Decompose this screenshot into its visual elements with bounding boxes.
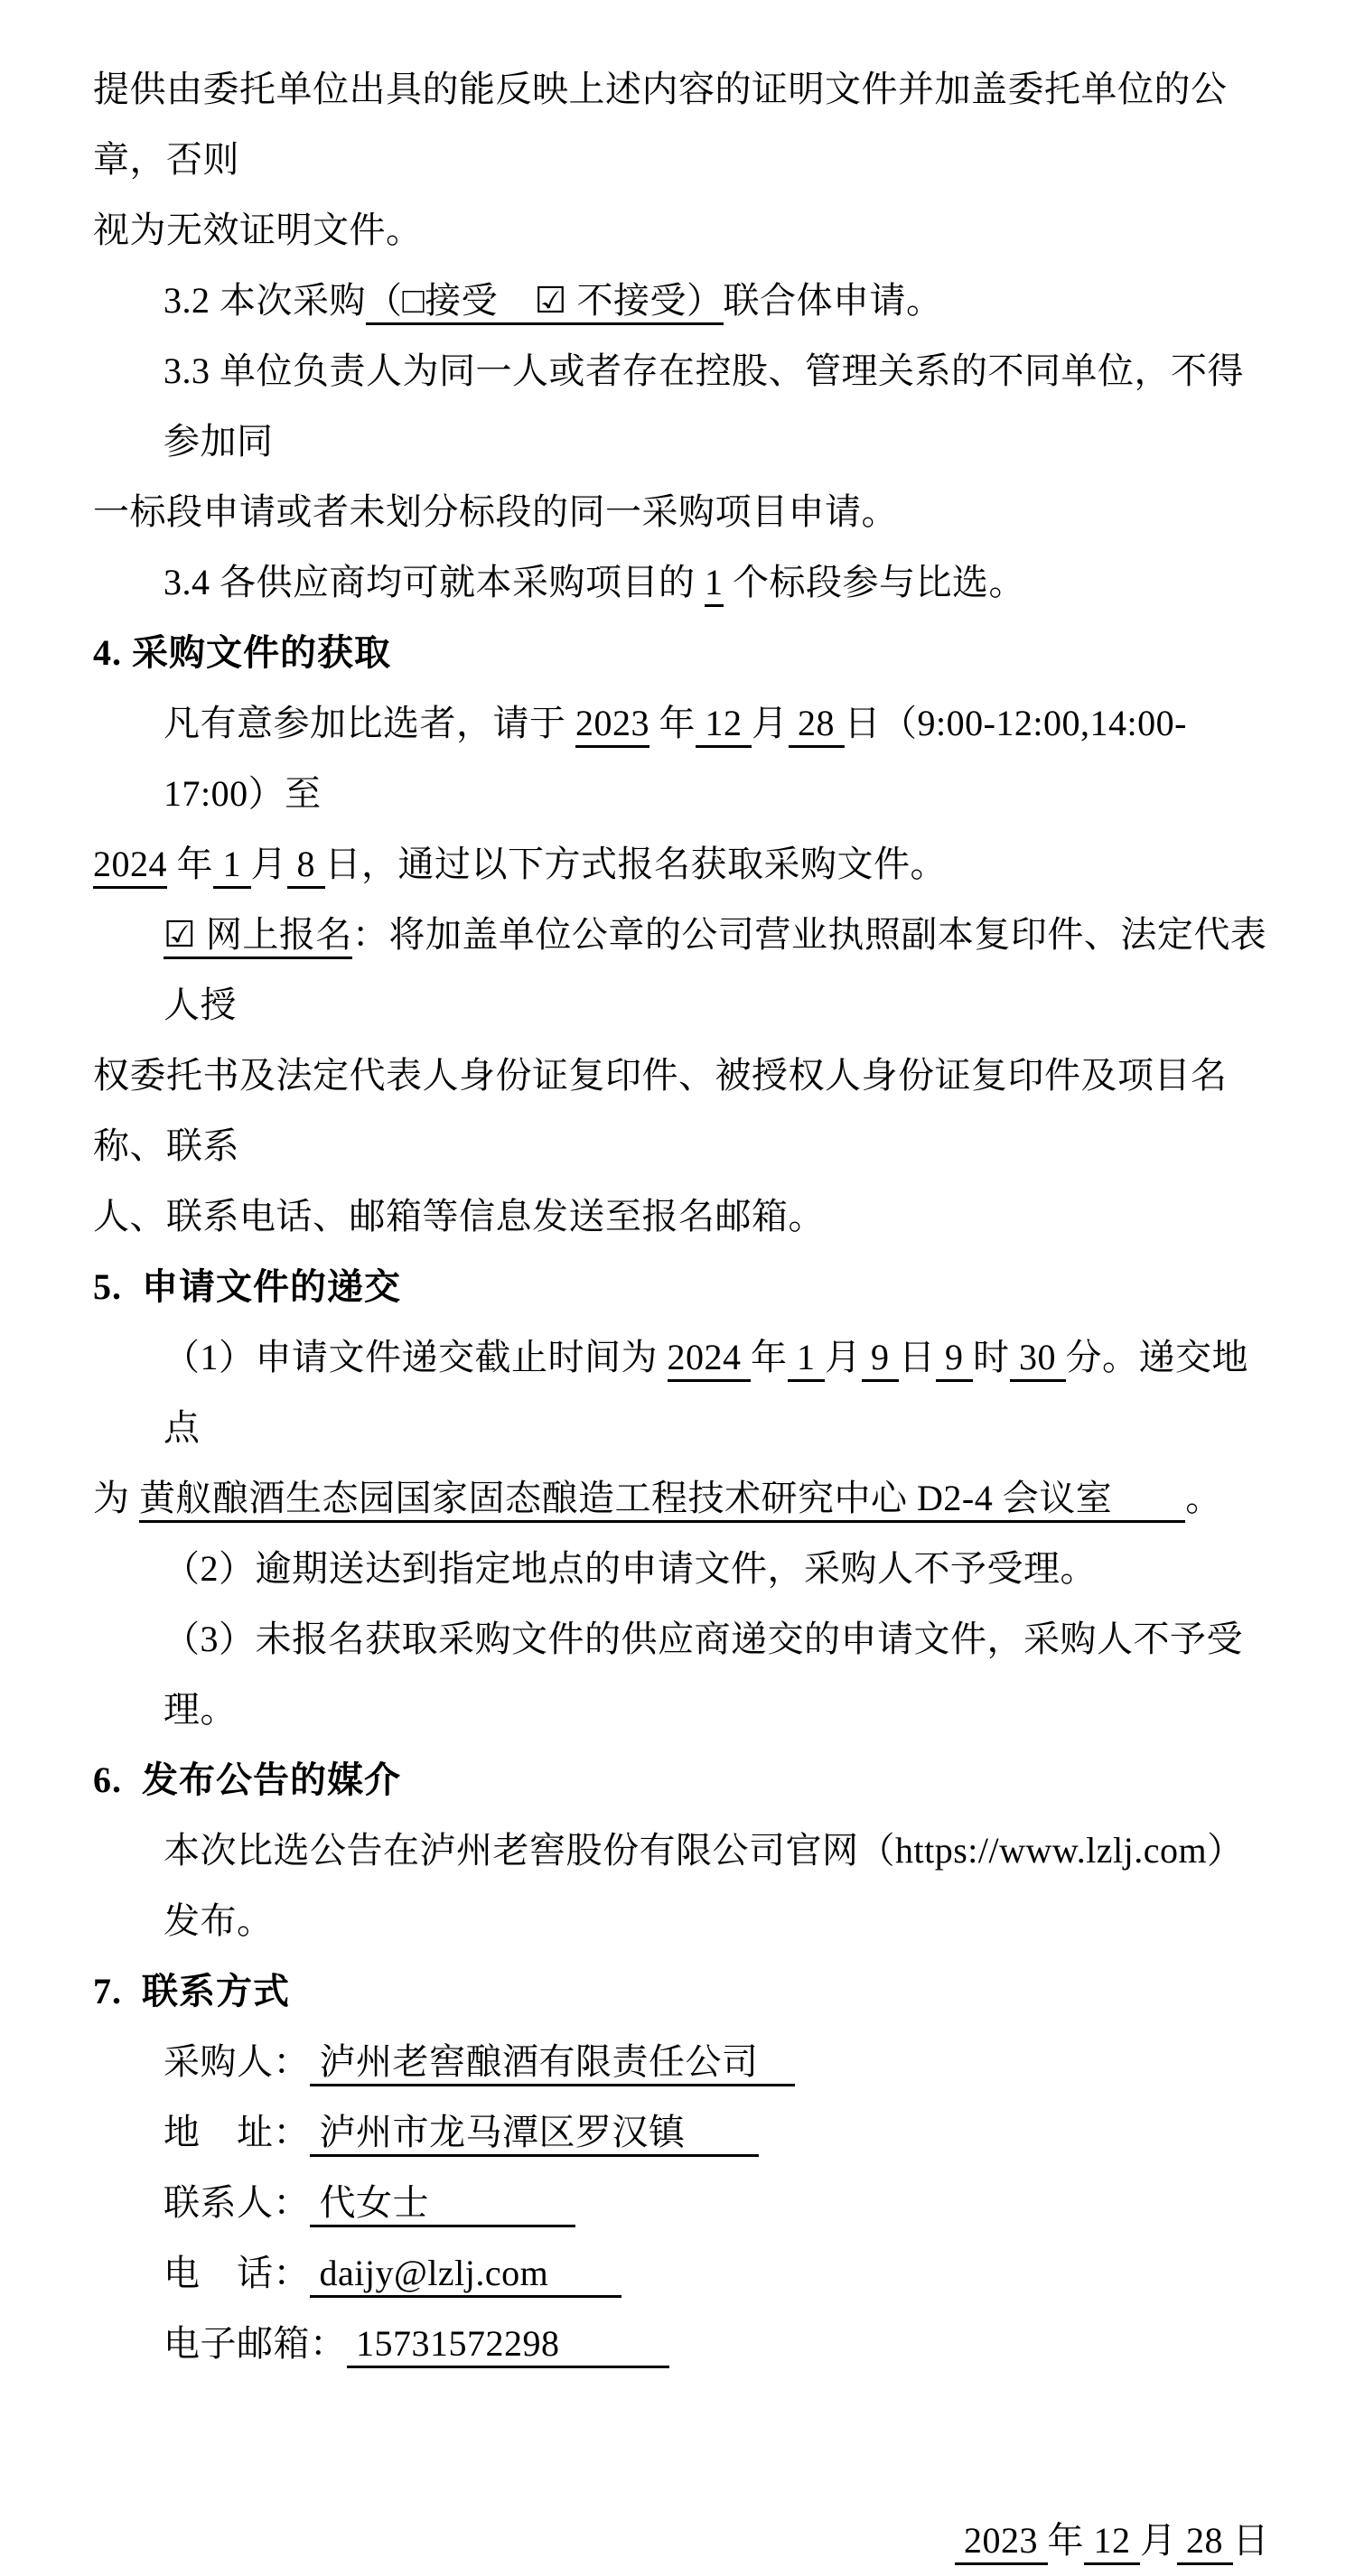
para-5-1-line1 [93, 1322, 1269, 1463]
underlined-blank-text: 9 [862, 1337, 900, 1382]
underlined-blank-text: 1 [213, 844, 251, 889]
para-seal-requirement-line2 [93, 195, 1269, 266]
contact-address-line [93, 2097, 1269, 2168]
underlined-blank-text: 2024 [93, 844, 167, 889]
text-run: 年 [1047, 2520, 1084, 2561]
text-run: 电 话： [164, 2253, 310, 2293]
underlined-blank-text: 12 [696, 703, 752, 748]
text-run: 月 [1140, 2520, 1177, 2561]
underlined-blank-text: 接受 [425, 280, 535, 325]
underlined-blank-text: 1 [788, 1337, 826, 1382]
para-4-1-line1 [93, 688, 1269, 829]
contact-purchaser-line [93, 2027, 1269, 2097]
text-run: 月 [250, 844, 287, 884]
underlined-blank-text: 2023 [575, 703, 649, 748]
text-run: 3.3 单位负责人为同一人或者存在控股、管理关系的不同单位，不得参加同 [164, 350, 1244, 462]
heading-4-obtain-documents [93, 618, 1269, 688]
text-run: 年 [751, 1337, 788, 1377]
contact-person-line [93, 2168, 1269, 2238]
para-3-4-bid-sections [93, 547, 1269, 618]
underlined-blank-text: 不接受） [567, 280, 724, 325]
para-5-2-overdue [93, 1534, 1269, 1604]
underlined-blank-text: 30 [1010, 1337, 1066, 1382]
text-run: 日 [899, 1337, 936, 1377]
text-run: 时 [973, 1337, 1010, 1377]
underlined-blank-text: 泸州老窖酿酒有限责任公司 [310, 2041, 795, 2086]
underlined-blank-text: 8 [287, 844, 325, 889]
text-run: （3）未报名获取采购文件的供应商递交的申请文件，采购人不予受理。 [164, 1619, 1243, 1730]
underlined-blank-text: 9 [936, 1337, 974, 1382]
para-online-registration-line1 [93, 900, 1269, 1041]
text-run: 联合体申请。 [723, 280, 943, 321]
para-online-registration-line2 [93, 1041, 1269, 1181]
underlined-blank-text: （ [366, 280, 403, 325]
para-4-1-line2 [93, 829, 1269, 900]
underlined-blank-text: 1 [705, 562, 724, 607]
checkbox-unchecked-icon: □ [403, 280, 425, 325]
underlined-blank-text: 12 [1084, 2520, 1140, 2565]
text-run: 年 [167, 844, 213, 884]
text-run: 月 [825, 1337, 862, 1377]
text-run: 权委托书及法定代表人身份证复印件、被授权人身份证复印件及项目名称、联系 [93, 1055, 1228, 1166]
underlined-blank-text: 网上报名 [196, 914, 352, 959]
text-run: 6. 发布公告的媒介 [93, 1759, 401, 1800]
contact-email-line [93, 2309, 1269, 2379]
text-run: 个标段参与比选。 [723, 562, 1025, 602]
text-run: 地 址： [164, 2112, 310, 2152]
text-run: ：将加盖单位公章的公司营业执照副本复印件、法定代表人授 [164, 914, 1267, 1025]
text-run: 为 [93, 1478, 139, 1518]
text-run: 7. 联系方式 [93, 1971, 290, 2011]
text-run: 年 [649, 703, 696, 743]
para-3-3-line1 [93, 336, 1269, 477]
para-5-1-line2 [93, 1463, 1269, 1534]
text-run: 视为无效证明文件。 [93, 210, 423, 250]
para-online-registration-line3 [93, 1181, 1269, 1252]
checkbox-checked-icon: ☑ [535, 280, 567, 325]
text-run: 联系人： [164, 2182, 310, 2223]
underlined-blank-text: 2024 [668, 1337, 752, 1382]
text-run: 月 [752, 703, 789, 743]
text-run: （1）申请文件递交截止时间为 [164, 1337, 668, 1377]
text-run: 凡有意参加比选者，请于 [164, 703, 575, 743]
text-run: 日（9:00-12:00,14:00-17:00）至 [164, 703, 1187, 814]
text-run: 采购人： [164, 2041, 310, 2082]
text-run: 3.4 各供应商均可就本采购项目的 [164, 562, 705, 602]
text-run: （2）逾期送达到指定地点的申请文件，采购人不予受理。 [164, 1548, 1097, 1589]
text-run: 日，通过以下方式报名获取采购文件。 [324, 844, 947, 884]
underlined-blank-text: 28 [1177, 2520, 1233, 2565]
underlined-blank-text: 2023 [955, 2520, 1048, 2565]
text-run: 电子邮箱： [164, 2323, 347, 2364]
text-run: 日 [1232, 2520, 1269, 2561]
doc-date-line [93, 2506, 1269, 2576]
underlined-blank-text: 28 [789, 703, 845, 748]
text-run: 5. 申请文件的递交 [93, 1266, 401, 1307]
checkbox-checked-icon: ☑ [164, 914, 196, 959]
text-run: 人、联系电话、邮箱等信息发送至报名邮箱。 [93, 1196, 825, 1237]
text-run: 本次比选公告在泸州老窖股份有限公司官网（https://www.lzlj.com）发布。 [164, 1830, 1244, 1941]
para-seal-requirement-line1 [93, 54, 1269, 195]
underlined-blank-text: 泸州市龙马潭区罗汉镇 [310, 2112, 759, 2157]
text-run: 3.2 本次采购 [164, 280, 366, 321]
underlined-blank-text: daijy@lzlj.com [310, 2253, 621, 2298]
heading-7-contact [93, 1956, 1269, 2027]
underlined-blank-text: 黄舣酿酒生态园国家固态酿造工程技术研究中心 D2-4 会议室 [139, 1478, 1185, 1523]
para-5-3-unregistered [93, 1604, 1269, 1745]
contact-phone-line [93, 2238, 1269, 2309]
heading-6-announcement-media [93, 1745, 1269, 1815]
para-3-2-joint-application [93, 266, 1269, 336]
text-run: 一标段申请或者未划分标段的同一采购项目申请。 [93, 491, 898, 532]
text-run: 提供由委托单位出具的能反映上述内容的证明文件并加盖委托单位的公章，否则 [93, 69, 1228, 180]
underlined-blank-text: 代女士 [310, 2182, 575, 2227]
text-run: 4. 采购文件的获取 [93, 632, 391, 673]
underlined-blank-text: 15731572298 [347, 2323, 670, 2368]
heading-5-submit-documents [93, 1252, 1269, 1322]
para-3-3-line2 [93, 477, 1269, 547]
text-run: 。 [1185, 1478, 1222, 1518]
para-6-1-website [93, 1815, 1269, 1956]
text-run: 分。递交地点 [164, 1337, 1248, 1448]
